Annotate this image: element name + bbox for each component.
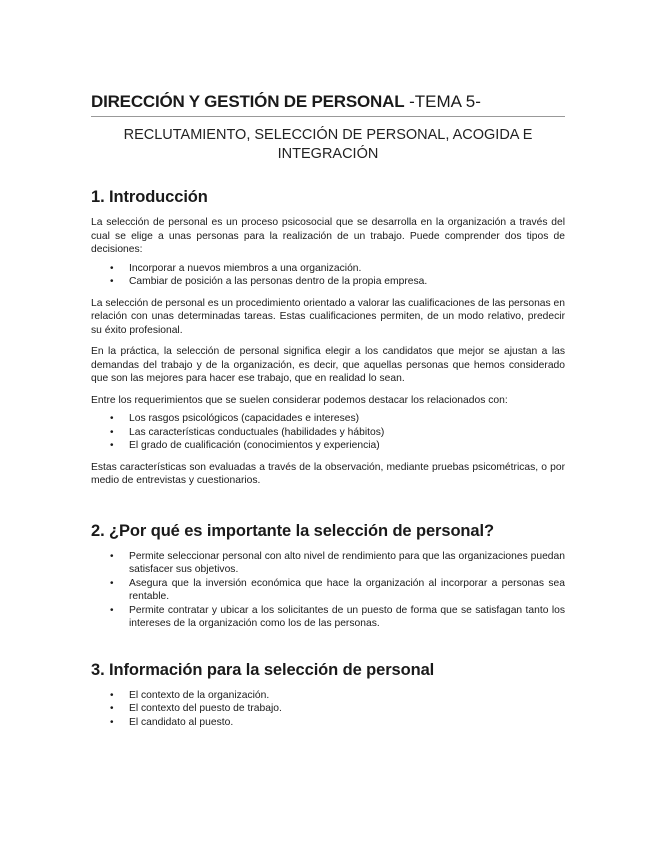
- document-title: DIRECCIÓN Y GESTIÓN DE PERSONAL: [91, 92, 405, 111]
- subtitle-line-2: INTEGRACIÓN: [277, 146, 379, 162]
- document-subtitle: [91, 126, 565, 164]
- list-item: • El contexto de la organización.: [91, 689, 565, 703]
- paragraph: Estas características son evaluadas a través de la observación, mediante pruebas psicométricas, o por medio de entrevistas y cuestionarios.: [91, 461, 565, 486]
- list-item: • Cambiar de posición a las personas dentro de la propia empresa.: [91, 275, 565, 289]
- list-item: • El candidato al puesto.: [91, 716, 565, 730]
- document-page: [91, 92, 565, 729]
- list-item: • Asegura que la inversión económica que hace la organización al incorporar a personas sea rentable.: [91, 577, 565, 604]
- document-topic-number: -TEMA 5-: [404, 92, 481, 111]
- subtitle-line-1: RECLUTAMIENTO, SELECCIÓN DE PERSONAL, ACOGIDA E: [123, 127, 533, 143]
- bullet-list: [91, 262, 565, 289]
- list-item: • El contexto del puesto de trabajo.: [91, 702, 565, 716]
- bullet-list: [91, 412, 565, 453]
- list-item: • Permite seleccionar personal con alto nivel de rendimiento para que las organizaciones puedan satisfacer sus objetivos.: [91, 550, 565, 577]
- list-item: • Permite contratar y ubicar a los solicitantes de un puesto de forma que se satisfagan tanto los intereses de la organización como los de las personas.: [91, 604, 565, 631]
- section-heading: 3. Información para la selección de personal: [91, 660, 435, 679]
- bullet-list: [91, 550, 565, 631]
- list-item: • Incorporar a nuevos miembros a una organización.: [91, 262, 565, 276]
- section-heading: 1. Introducción: [91, 188, 208, 206]
- list-item: • Los rasgos psicológicos (capacidades e intereses): [91, 412, 565, 426]
- bullet-list: [91, 689, 565, 730]
- list-item: • Las características conductuales (habilidades y hábitos): [91, 426, 565, 440]
- document-header: [91, 92, 565, 117]
- paragraph: La selección de personal es un procedimiento orientado a valorar las cualificaciones de las personas en relación con unas determinadas tareas. Estas cualificaciones permiten, de un modo relativo, predecir su éxito profesional.: [91, 297, 565, 336]
- section-introduccion: [91, 188, 565, 488]
- list-item: • El grado de cualificación (conocimientos y experiencia): [91, 439, 565, 453]
- paragraph: Entre los requerimientos que se suelen considerar podemos destacar los relacionados con:: [91, 394, 508, 406]
- section-importancia: [91, 522, 565, 631]
- section-informacion: [91, 661, 565, 730]
- paragraph: La selección de personal es un proceso psicosocial que se desarrolla en la organización a través del cual se elige a unas personas para la realización de un trabajo. Puede comprender dos tipos de decisiones:: [91, 217, 565, 255]
- paragraph: En la práctica, la selección de personal significa elegir a los candidatos que mejor se ajustan a las demandas del trabajo y de la organización, es decir, que aquellas personas que hemos considerado que son las mejores para hacer ese trabajo, que en realidad lo sean.: [91, 346, 565, 384]
- section-heading: 2. ¿Por qué es importante la selección de personal?: [91, 521, 494, 540]
